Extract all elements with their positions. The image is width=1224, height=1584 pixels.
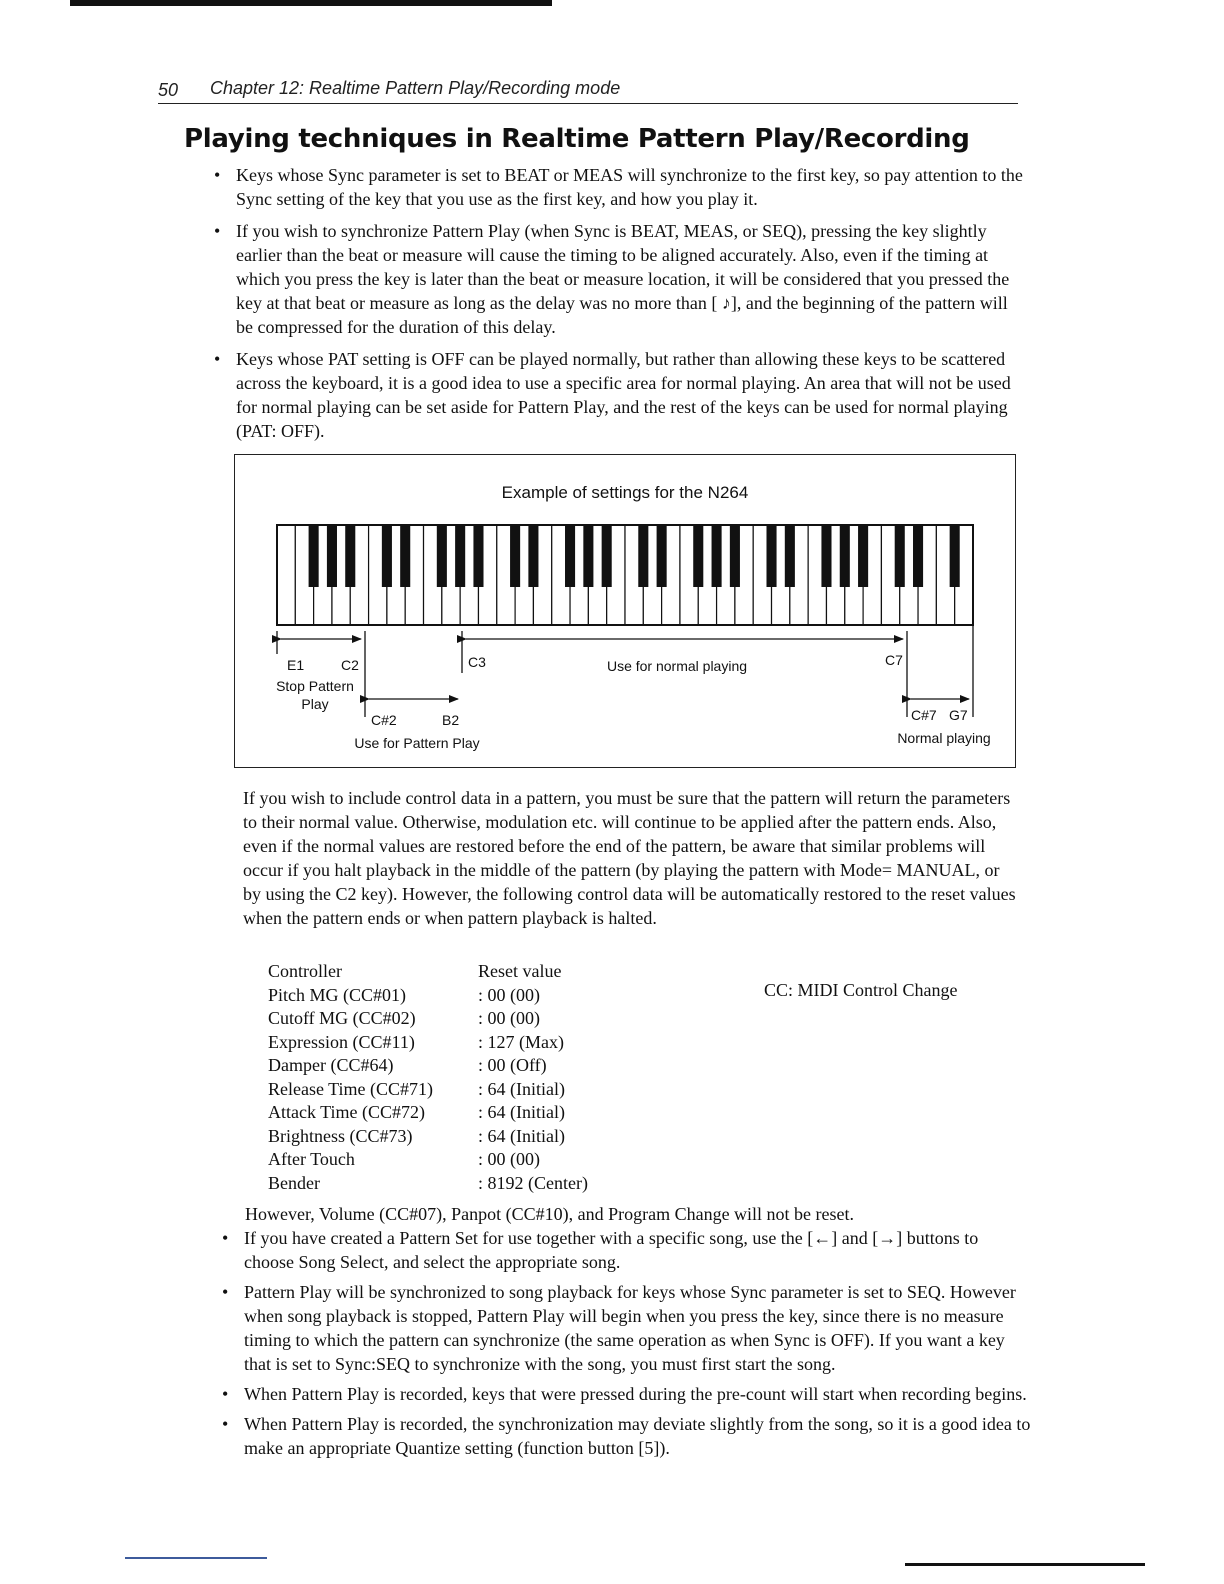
black-key — [730, 525, 740, 587]
black-key — [913, 525, 923, 587]
reset-value: : 00 (00) — [478, 1008, 540, 1028]
controller-name: Pitch MG (CC#01) — [268, 984, 407, 1005]
table-row — [268, 1054, 588, 1078]
piano-keyboard — [277, 525, 973, 625]
reset-value: : 127 (Max) — [478, 1031, 564, 1052]
table-row — [268, 1172, 588, 1196]
column-header-controller: Controller — [268, 961, 342, 981]
reset-value: : 00 (00) — [478, 984, 540, 1005]
controller-name: After Touch — [268, 1149, 355, 1169]
reset-value: : 64 (Initial) — [478, 1102, 565, 1122]
bullet-list-bottom — [222, 1226, 1032, 1466]
table-row — [268, 1148, 588, 1172]
keyboard-figure — [234, 454, 1016, 768]
cc-note: CC: MIDI Control Change — [764, 980, 958, 1000]
label-g7: G7 — [949, 707, 968, 723]
label-cs2: C#2 — [371, 712, 397, 728]
reset-value: : 00 (Off) — [478, 1055, 547, 1075]
table-header-row — [268, 960, 588, 984]
black-key — [382, 525, 392, 587]
bullet-item: • Keys whose PAT setting is OFF can be played normally, but rather than allowing these keys to be scattered across the keyboard, it is a good idea to use a specific area for normal playing. An area that will not be used for normal playing can be set aside for Pattern Play, and the rest of the keys can be used for normal playing (PAT: OFF). — [214, 347, 1024, 443]
controller-name: Expression (CC#11) — [268, 1031, 415, 1052]
table-row — [268, 1007, 588, 1031]
black-key — [510, 525, 520, 587]
body-paragraph-2: However, Volume (CC#07), Panpot (CC#10), and Program Change will not be reset. — [245, 1204, 855, 1224]
controller-name: Cutoff MG (CC#02) — [268, 1008, 416, 1028]
black-key — [821, 525, 831, 587]
label-cs7: C#7 — [911, 707, 937, 723]
label-e1: E1 — [287, 657, 305, 673]
footer-rule-left — [125, 1557, 267, 1559]
label-c2: C2 — [341, 657, 359, 673]
black-key — [693, 525, 703, 587]
black-key — [345, 525, 355, 587]
black-key — [858, 525, 868, 587]
black-key — [455, 525, 465, 587]
black-key — [400, 525, 410, 587]
header-rule — [158, 103, 1018, 104]
table-row — [268, 1031, 588, 1055]
bullet-item: • When Pattern Play is recorded, keys that were pressed during the pre-count will start when recording begins. — [222, 1382, 1032, 1406]
label-b2: B2 — [442, 712, 460, 728]
black-key — [528, 525, 538, 587]
footer-rule-right — [905, 1563, 1145, 1566]
controller-name: Damper (CC#64) — [268, 1055, 394, 1075]
black-key — [895, 525, 905, 587]
controller-name: Release Time (CC#71) — [268, 1078, 433, 1099]
label-normal-playing: Normal playing — [897, 730, 991, 746]
controller-name: Bender — [268, 1172, 320, 1193]
label-stop-pattern: Stop Pattern — [276, 678, 354, 694]
table-row — [268, 1078, 588, 1102]
bullet-item: • If you wish to synchronize Pattern Play (when Sync is BEAT, MEAS, or SEQ), pressing the key slightly earlier than the beat or measure will cause the timing to be aligned accurately. Also, even if the timing at which you press the key is later than the beat or measure location, it will be considered that you pressed the key at that beat or measure as long as the delay was no more than [ ♪], and the beginning of the pattern will be compressed for the duration of this delay. — [214, 219, 1024, 339]
bullet-item: • Pattern Play will be synchronized to song playback for keys whose Sync parameter is set to SEQ. However when song playback is stopped, Pattern Play will begin when you press the key, since there is no measure timing to which the pattern can synchronize (the same operation as when Sync is OFF). If you want a key that is set to Sync:SEQ to synchronize with the song, you must first start the song. — [222, 1280, 1032, 1376]
top-edge-bar — [70, 0, 552, 6]
black-key — [327, 525, 337, 587]
reset-value: : 8192 (Center) — [478, 1172, 588, 1193]
black-key — [309, 525, 319, 587]
reset-value: : 00 (00) — [478, 1149, 540, 1169]
section-title: Playing techniques in Realtime Pattern Play/Recording — [184, 124, 970, 154]
black-key — [638, 525, 648, 587]
label-normal-range: Use for normal playing — [606, 658, 748, 674]
reset-value: : 64 (Initial) — [478, 1125, 565, 1146]
chapter-title: Chapter 12: Realtime Pattern Play/Recording mode — [210, 78, 621, 98]
reset-value: : 64 (Initial) — [478, 1078, 565, 1099]
table-row — [268, 984, 588, 1008]
black-key — [473, 525, 483, 587]
black-key — [583, 525, 593, 587]
black-key — [950, 525, 960, 587]
black-key — [602, 525, 612, 587]
black-key — [565, 525, 575, 587]
bullet-item: • If you have created a Pattern Set for use together with a specific song, use the [←] and [→] buttons to choose Song Select, and select the appropriate song. — [222, 1226, 1032, 1274]
page-number: 50 — [158, 80, 179, 100]
keyboard-diagram — [235, 455, 1017, 769]
bullet-item: • Keys whose Sync parameter is set to BEAT or MEAS will synchronize to the first key, so pay attention to the Sync setting of the key that you use as the first key, and how you play it. — [214, 163, 1024, 211]
column-header-reset-value: Reset value — [478, 961, 562, 981]
black-key — [785, 525, 795, 587]
black-key — [766, 525, 776, 587]
body-paragraph: If you wish to include control data in a pattern, you must be sure that the pattern will return the parameters to their normal value. Otherwise, modulation etc. will continue to be applied after the pattern ends. Also, even if the normal values are restored before the end of the pattern, be aware that similar problems will occur if you halt playback in the middle of the pattern (by playing the pattern with Mode= MANUAL, or by using the C2 key). However, the following control data will be automatically restored to the reset values when the pattern ends or when pattern playback is halted. — [243, 788, 1016, 928]
table-row — [268, 1101, 588, 1125]
label-play: Play — [301, 696, 329, 712]
bullet-item: • When Pattern Play is recorded, the synchronization may deviate slightly from the song, so it is a good idea to make an appropriate Quantize setting (function button [5]). — [222, 1412, 1032, 1460]
black-key — [657, 525, 667, 587]
label-c3: C3 — [468, 654, 486, 670]
controller-name: Brightness (CC#73) — [268, 1125, 413, 1146]
label-c7: C7 — [885, 652, 903, 668]
table-row — [268, 1125, 588, 1149]
white-key — [277, 525, 295, 625]
label-pattern-play: Use for Pattern Play — [354, 735, 480, 751]
controller-table — [268, 960, 588, 1195]
running-head — [158, 78, 1018, 104]
controller-name: Attack Time (CC#72) — [268, 1102, 426, 1122]
figure-title: Example of settings for the N264 — [501, 483, 749, 502]
bullet-list-top — [214, 163, 1024, 451]
black-key — [712, 525, 722, 587]
black-key — [437, 525, 447, 587]
black-key — [840, 525, 850, 587]
